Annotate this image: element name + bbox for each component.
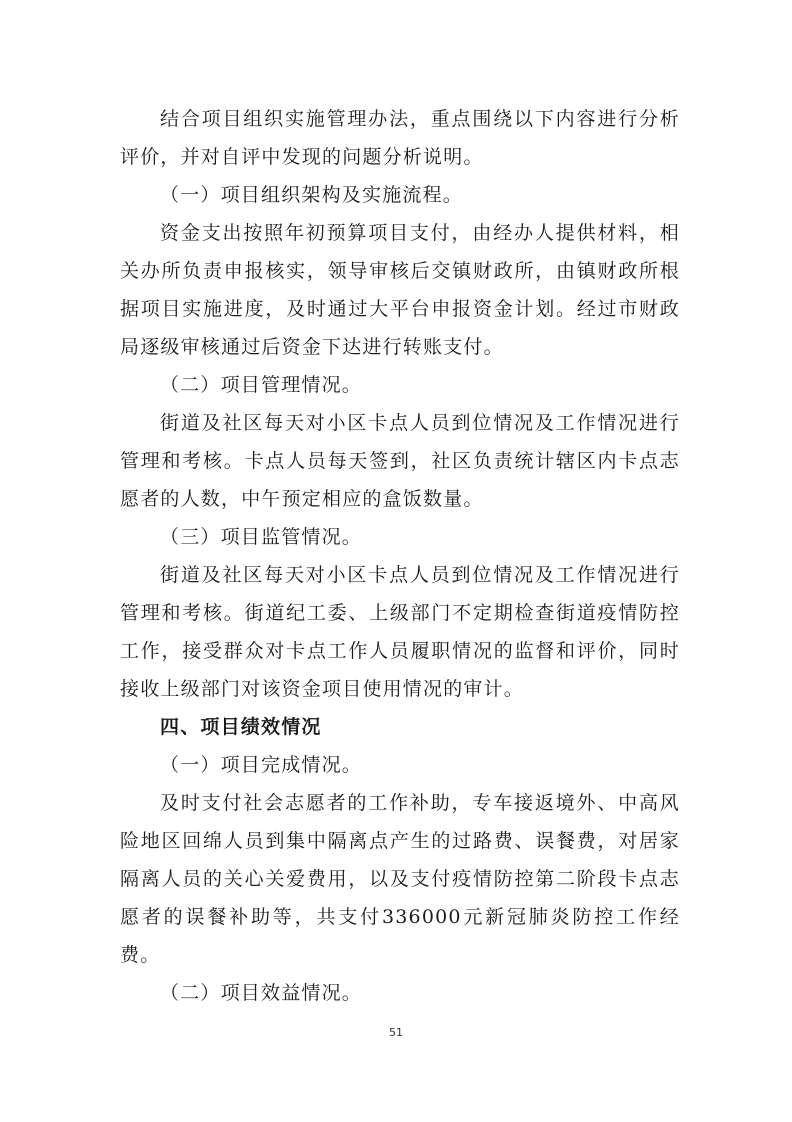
section-heading-performance: 四、项目绩效情况 (160, 716, 322, 738)
management-paragraph: 街道及社区每天对小区卡点人员到位情况及工作情况进行管理和考核。卡点人员每天签到，社区负责统计辖区内卡点志愿者的人数，中午预定相应的盒饭数量。 (120, 412, 680, 510)
completion-paragraph: 及时支付社会志愿者的工作补助，专车接返境外、中高风险地区回绵人员到集中隔离点产生的过路费、误餐费，对居家隔离人员的关心关爱费用，以及支付疫情防控第二阶段卡点志愿者的误餐补助等，共支付336000元新冠肺炎防控工作经费。 (120, 792, 680, 966)
intro-paragraph: 结合项目组织实施管理办法，重点围绕以下内容进行分析评价，并对自评中发现的问题分析说明。 (120, 108, 680, 168)
section-heading-organization: （一）项目组织架构及实施流程。 (160, 184, 464, 206)
section-heading-supervision: （三）项目监管情况。 (160, 526, 363, 548)
section-heading-benefit: （二）项目效益情况。 (160, 982, 363, 1004)
supervision-paragraph: 街道及社区每天对小区卡点人员到位情况及工作情况进行管理和考核。街道纪工委、上级部门不定期检查街道疫情防控工作，接受群众对卡点工作人员履职情况的监督和评价，同时接收上级部门对该资金项目使用情况的审计。 (120, 564, 680, 700)
section-heading-completion: （一）项目完成情况。 (160, 754, 363, 776)
organization-paragraph: 资金支出按照年初预算项目支付，由经办人提供材料，相关办所负责申报核实，领导审核后交镇财政所，由镇财政所根据项目实施进度，及时通过大平台申报资金计划。经过市财政局逐级审核通过后资金下达进行转账支付。 (120, 222, 680, 358)
document-body (120, 100, 680, 1012)
section-heading-management: （二）项目管理情况。 (160, 374, 363, 396)
page-number: 51 (389, 1026, 403, 1039)
